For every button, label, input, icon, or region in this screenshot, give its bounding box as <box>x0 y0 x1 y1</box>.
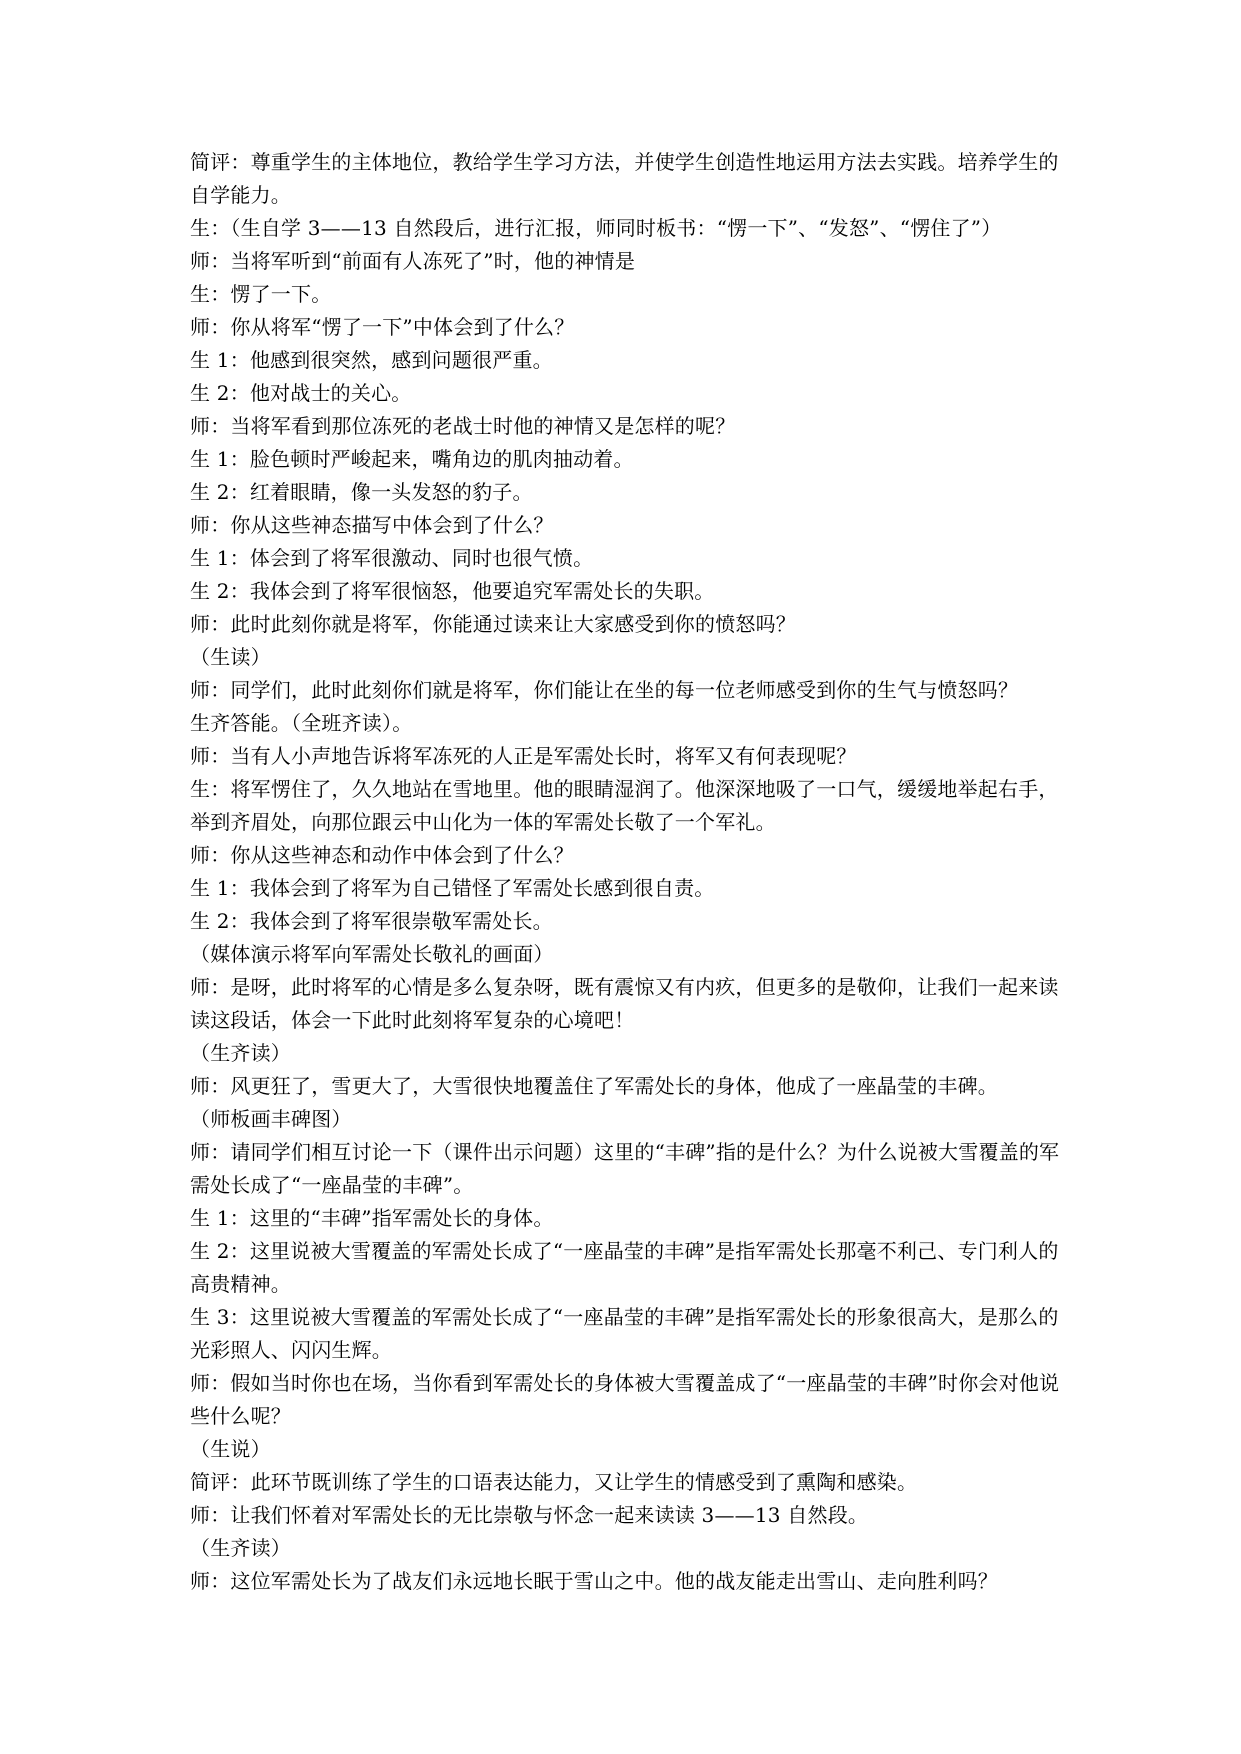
paragraph: （生说） <box>190 1437 271 1461</box>
paragraph: 师：同学们，此时此刻你们就是将军，你们能让在坐的每一位老师感受到你的生气与愤怒吗？ <box>190 678 1019 702</box>
paragraph: 师：当有人小声地告诉将军冻死的人正是军需处长时，将军又有何表现呢？ <box>190 744 857 768</box>
paragraph: （生齐读） <box>190 1536 291 1560</box>
paragraph: 生：愣了一下。 <box>190 282 332 306</box>
document-body <box>190 146 1060 1598</box>
paragraph: 生 2：红着眼睛，像一头发怒的豹子。 <box>190 480 533 504</box>
paragraph: 生 1：体会到了将军很激动、同时也很气愤。 <box>190 546 594 570</box>
paragraph: 生：将军愣住了，久久地站在雪地里。他的眼睛湿润了。他深深地吸了一口气，缓缓地举起右手，举到齐眉处，向那位跟云中山化为一体的军需处长敬了一个军礼。 <box>190 777 1059 834</box>
paragraph: 生 2：我体会到了将军很恼怒，他要追究军需处长的失职。 <box>190 579 715 603</box>
paragraph: 简评：尊重学生的主体地位，教给学生学习方法，并使学生创造性地运用方法去实践。培养学生的自学能力。 <box>190 150 1059 207</box>
paragraph: （师板画丰碑图） <box>190 1107 352 1131</box>
paragraph: 师：你从将军“愣了一下”中体会到了什么？ <box>190 315 575 339</box>
paragraph: 生 1：我体会到了将军为自己错怪了军需处长感到很自责。 <box>190 876 715 900</box>
paragraph: 师：当将军听到“前面有人冻死了”时，他的神情是 <box>190 249 636 273</box>
paragraph: 师：这位军需处长为了战友们永远地长眠于雪山之中。他的战友能走出雪山、走向胜利吗？ <box>190 1569 998 1593</box>
paragraph: 生 2：他对战士的关心。 <box>190 381 412 405</box>
paragraph: 生：（生自学 3——13 自然段后，进行汇报，师同时板书：“愣一下”、“发怒”、“愣住了”） <box>190 216 1002 240</box>
paragraph: 师：请同学们相互讨论一下（课件出示问题）这里的“丰碑”指的是什么？为什么说被大雪覆盖的军需处长成了“一座晶莹的丰碑”。 <box>190 1140 1060 1197</box>
paragraph: 师：让我们怀着对军需处长的无比崇敬与怀念一起来读读 3——13 自然段。 <box>190 1503 869 1527</box>
paragraph: 师：风更狂了，雪更大了，大雪很快地覆盖住了军需处长的身体，他成了一座晶莹的丰碑。 <box>190 1074 998 1098</box>
paragraph: （媒体演示将军向军需处长敬礼的画面） <box>190 942 554 966</box>
paragraph: 生 3：这里说被大雪覆盖的军需处长成了“一座晶莹的丰碑”是指军需处长的形象很高大，是那么的光彩照人、闪闪生辉。 <box>190 1305 1059 1362</box>
paragraph: （生读） <box>190 645 271 669</box>
paragraph: 师：此时此刻你就是将军，你能通过读来让大家感受到你的愤怒吗？ <box>190 612 796 636</box>
paragraph: 师：你从这些神态和动作中体会到了什么？ <box>190 843 574 867</box>
paragraph: （生齐读） <box>190 1041 291 1065</box>
paragraph: 生齐答能。（全班齐读）。 <box>190 711 413 735</box>
paragraph: 生 2：我体会到了将军很崇敬军需处长。 <box>190 909 553 933</box>
paragraph: 师：当将军看到那位冻死的老战士时他的神情又是怎样的呢？ <box>190 414 736 438</box>
paragraph: 生 2：这里说被大雪覆盖的军需处长成了“一座晶莹的丰碑”是指军需处长那毫不利己、专门利人的高贵精神。 <box>190 1239 1059 1296</box>
paragraph: 师：假如当时你也在场，当你看到军需处长的身体被大雪覆盖成了“一座晶莹的丰碑”时你会对他说些什么呢？ <box>190 1371 1060 1428</box>
paragraph: 师：你从这些神态描写中体会到了什么？ <box>190 513 554 537</box>
paragraph: 生 1：他感到很突然，感到问题很严重。 <box>190 348 553 372</box>
paragraph: 生 1：这里的“丰碑”指军需处长的身体。 <box>190 1206 554 1230</box>
paragraph: 生 1：脸色顿时严峻起来，嘴角边的肌肉抽动着。 <box>190 447 634 471</box>
paragraph: 简评：此环节既训练了学生的口语表达能力，又让学生的情感受到了熏陶和感染。 <box>190 1470 918 1494</box>
paragraph: 师：是呀，此时将军的心情是多么复杂呀，既有震惊又有内疚，但更多的是敬仰，让我们一起来读读这段话，体会一下此时此刻将军复杂的心境吧！ <box>190 975 1059 1032</box>
